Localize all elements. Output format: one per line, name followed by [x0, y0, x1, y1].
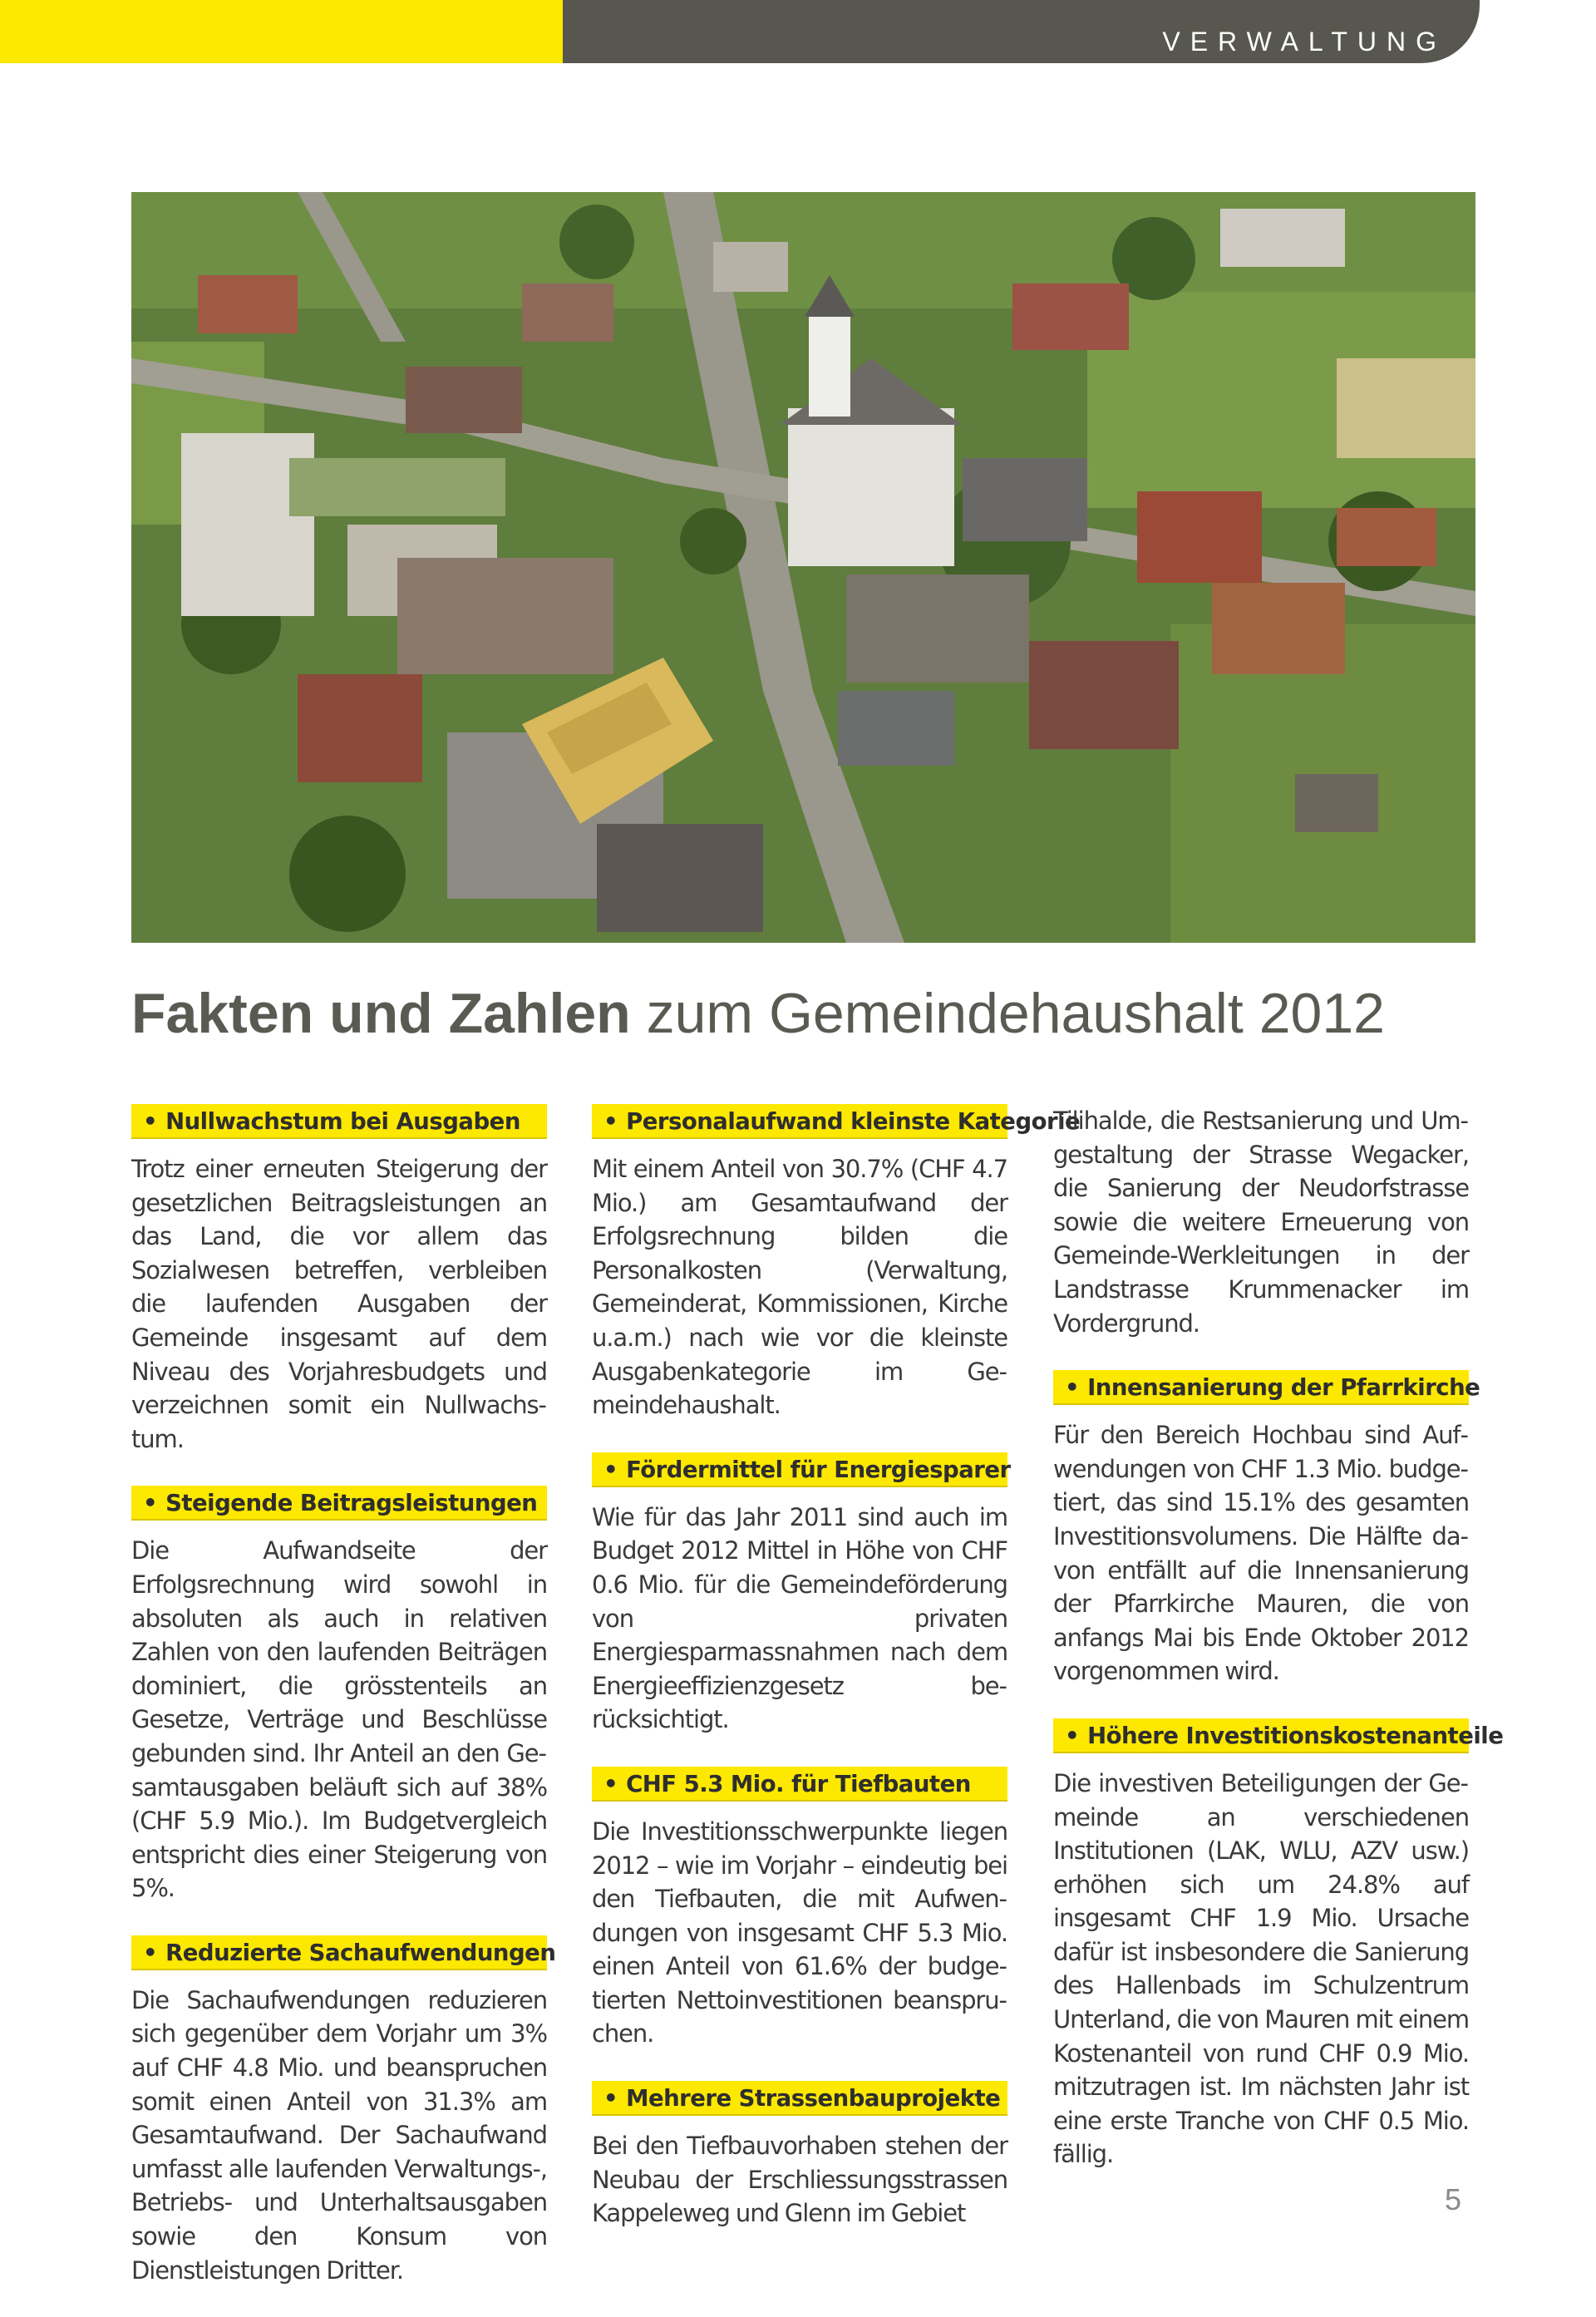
- paragraph: Die Sachaufwendungen reduzieren sich gegenüber dem Vorjahr um 3% auf CHF 4.8 Mio. und beanspruchen somit einen Anteil von 31.3% am Gesamtaufwand. Der Sachaufwand umfasst alle laufenden Verwaltungs-, Betriebs- und Unterhaltsausgaben sowie den Konsum von Dienstleistungen Dritter.: [131, 1985, 547, 2285]
- bullet-icon: •: [603, 1770, 618, 1797]
- bullet-icon: •: [143, 1490, 158, 1517]
- page-title-bold: Fakten und Zahlen: [131, 982, 631, 1045]
- aerial-village-photo: [131, 192, 1475, 943]
- page-title-rest: zum Gemeindehaushalt 2012: [630, 982, 1385, 1045]
- subheading-label: Nullwachstum bei Ausgaben: [165, 1108, 520, 1135]
- bullet-icon: •: [1065, 1374, 1080, 1402]
- subheading-label: CHF 5.3 Mio. für Tiefbauten: [626, 1770, 971, 1797]
- subheading-label: Fördermittel für Energiesparer: [626, 1456, 1011, 1483]
- subheading-label: Personalaufwand kleinste Kategorie: [626, 1108, 1081, 1135]
- paragraph: Bei den Tiefbauvorhaben stehen der Neubau der Erschliessungsstrassen Kappeleweg und Glenn im Gebiet: [592, 2132, 1007, 2228]
- section-label: VERWALTUNG: [1162, 27, 1446, 57]
- subheading-label: Steigende Beitragsleistungen: [165, 1490, 538, 1517]
- bullet-icon: •: [603, 1456, 618, 1483]
- header-accent-bar: [0, 0, 563, 63]
- bullet-icon: •: [1065, 1722, 1080, 1749]
- paragraph: Die Aufwandseite der Erfolgsrechnung wird sowohl in absoluten als auch in relativen Zahlen von den laufenden Beiträgen dominiert, die grösstenteils an Gesetze, Verträge und Beschlüsse gebunden sind. Ihr Anteil an den Gesamtausgaben beläuft sich auf 38% (CHF 5.9 Mio.). Im Budgetvergleich entspricht dies einer Steigerung von 5%.: [131, 1536, 547, 1903]
- subheading: [1053, 1718, 1504, 1753]
- page-title: [131, 981, 1475, 1046]
- paragraph: Wie für das Jahr 2011 sind auch im Budget 2012 Mittel in Höhe von CHF 0.6 Mio. für die Gemeindeförderung von privaten Energiesparmassnahmen nach dem Energieeffizienzgesetz berücksichtigt.: [592, 1502, 1007, 1734]
- subheading: [592, 1452, 1011, 1487]
- column-1: [131, 1104, 556, 2317]
- subheading: [592, 1104, 1081, 1139]
- paragraph: Für den Bereich Hochbau sind Aufwendungen von CHF 1.3 Mio. budgetiert, das sind 15.1% des gesamten Investitionsvolumens. Die Hälfte davon entfällt auf die Innensanierung der Pfarrkirche Mauren, die von anfangs Mai bis Ende Oktober 2012 vorgenommen wird.: [1053, 1421, 1469, 1686]
- bullet-icon: •: [603, 2085, 618, 2112]
- paragraph: Die Investitionsschwerpunkte liegen 2012 – wie im Vorjahr – eindeutig bei den Tiefbauten, die mit Aufwendungen von insgesamt CHF 5.3 Mio. einen Anteil von 61.6% der budgetierten Nettoinvestitionen beanspruchen.: [592, 1817, 1007, 2048]
- subheading-label: Reduzierte Sachaufwendungen: [165, 1939, 556, 1966]
- subheading-label: Mehrere Strassenbauprojekte: [626, 2085, 1001, 2112]
- paragraph: Tilihalde, die Restsanierung und Umgestaltung der Strasse Wegacker, die Sanierung der Neudorfstrasse sowie die weitere Erneuerung von Gemeinde-Werkleitungen in der Landstrasse Krummenacker im Vordergrund.: [1053, 1107, 1469, 1338]
- column-3: [1053, 1104, 1504, 2201]
- bullet-icon: •: [143, 1939, 158, 1966]
- subheading: [592, 1767, 1007, 1802]
- subheading: [1053, 1370, 1480, 1405]
- column-2: [592, 1104, 1081, 2260]
- subheading-label: Höhere Investitionskostenanteile: [1087, 1722, 1504, 1749]
- paragraph: Mit einem Anteil von 30.7% (CHF 4.7 Mio.) am Gesamtaufwand der Erfolgsrechnung bilden die Personalkosten (Verwaltung, Gemeinderat, Kommissionen, Kirche u.a.m.) nach wie vor die kleinste Ausgabenkategorie im Gemeindehaushalt.: [592, 1155, 1007, 1420]
- subheading: [592, 2081, 1007, 2116]
- subheading-label: Innensanierung der Pfarrkirche: [1087, 1374, 1480, 1402]
- paragraph: Trotz einer erneuten Steigerung der gesetzlichen Beitragsleistungen an das Land, die vor allem das Sozialwesen betreffen, verbleiben die laufenden Ausgaben der Gemeinde insgesamt auf dem Niveau des Vorjahresbudgets und verzeichnen somit ein Nullwachstum.: [131, 1155, 547, 1453]
- bullet-icon: •: [603, 1108, 618, 1135]
- subheading: [131, 1935, 556, 1970]
- subheading: [131, 1486, 547, 1521]
- page-number: 5: [1444, 2182, 1461, 2216]
- paragraph: Die investiven Beteiligungen der Gemeinde an verschiedenen Institutionen (LAK, WLU, AZV usw.) erhöhen sich um 24.8% auf insgesamt CHF 1.9 Mio. Ursache dafür ist insbesondere die Sanierung des Hallenbads im Schulzentrum Unterland, die von Mauren mit einem Kostenanteil von rund CHF 0.9 Mio. mitzutragen ist. Im nächsten Jahr ist eine erste Tranche von CHF 0.5 Mio. fällig.: [1053, 1768, 1469, 2169]
- bullet-icon: •: [143, 1108, 158, 1135]
- subheading: [131, 1104, 547, 1139]
